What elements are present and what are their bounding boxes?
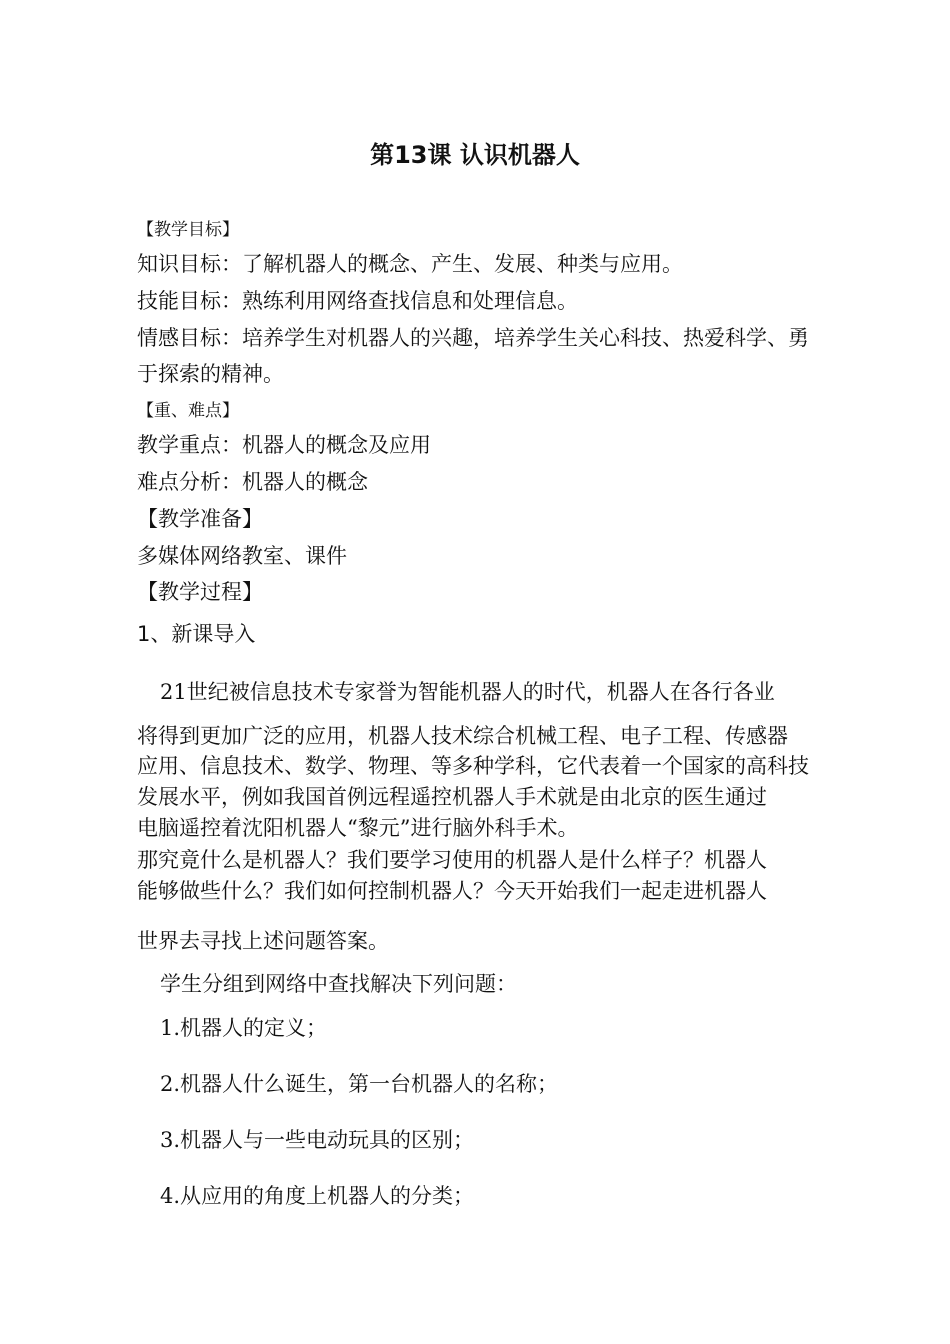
list-item: 1.机器人的定义； <box>160 1016 328 1040</box>
page-title: 第13课 认识机器人 <box>370 141 580 169</box>
intro-paragraph-line5: 电脑遥控着沈阳机器人“黎元”进行脑外科手术。 <box>137 816 579 840</box>
list-item: 3.机器人与一些电动玩具的区别； <box>160 1128 475 1152</box>
step-new-lesson-intro: 1、新课导入 <box>137 622 256 646</box>
intro-paragraph-line1: 21世纪被信息技术专家誉为智能机器人的时代，机器人在各行各业 <box>160 680 775 704</box>
list-item: 4.从应用的角度上机器人的分类； <box>160 1184 475 1208</box>
emotion-objective-line1: 情感目标：培养学生对机器人的兴趣，培养学生关心科技、热爱科学、勇 <box>137 326 809 350</box>
intro-paragraph-line2: 将得到更加广泛的应用，机器人技术综合机械工程、电子工程、传感器 <box>137 724 788 748</box>
task-intro: 学生分组到网络中查找解决下列问题： <box>160 972 517 996</box>
difficulty-analysis: 难点分析：机器人的概念 <box>137 470 368 494</box>
process-heading: 【教学过程】 <box>137 580 263 604</box>
teaching-focus: 教学重点：机器人的概念及应用 <box>137 433 431 457</box>
objectives-heading: 【教学目标】 <box>137 220 239 240</box>
skill-objective: 技能目标：熟练利用网络查找信息和处理信息。 <box>137 289 578 313</box>
preparation-content: 多媒体网络教室、课件 <box>137 544 347 568</box>
knowledge-objective: 知识目标：了解机器人的概念、产生、发展、种类与应用。 <box>137 252 683 276</box>
preparation-heading: 【教学准备】 <box>137 507 263 531</box>
question-paragraph-line3: 世界去寻找上述问题答案。 <box>137 929 389 953</box>
key-points-heading: 【重、难点】 <box>137 401 239 421</box>
question-paragraph-line1: 那究竟什么是机器人？我们要学习使用的机器人是什么样子？机器人 <box>137 848 767 872</box>
emotion-objective-line2: 于探索的精神。 <box>137 362 284 386</box>
intro-paragraph-line4: 发展水平，例如我国首例远程遥控机器人手术就是由北京的医生通过 <box>137 785 767 809</box>
intro-paragraph-line3: 应用、信息技术、数学、物理、等多种学科，它代表着一个国家的高科技 <box>137 754 809 778</box>
question-paragraph-line2: 能够做些什么？我们如何控制机器人？今天开始我们一起走进机器人 <box>137 879 767 903</box>
list-item: 2.机器人什么诞生，第一台机器人的名称； <box>160 1072 559 1096</box>
